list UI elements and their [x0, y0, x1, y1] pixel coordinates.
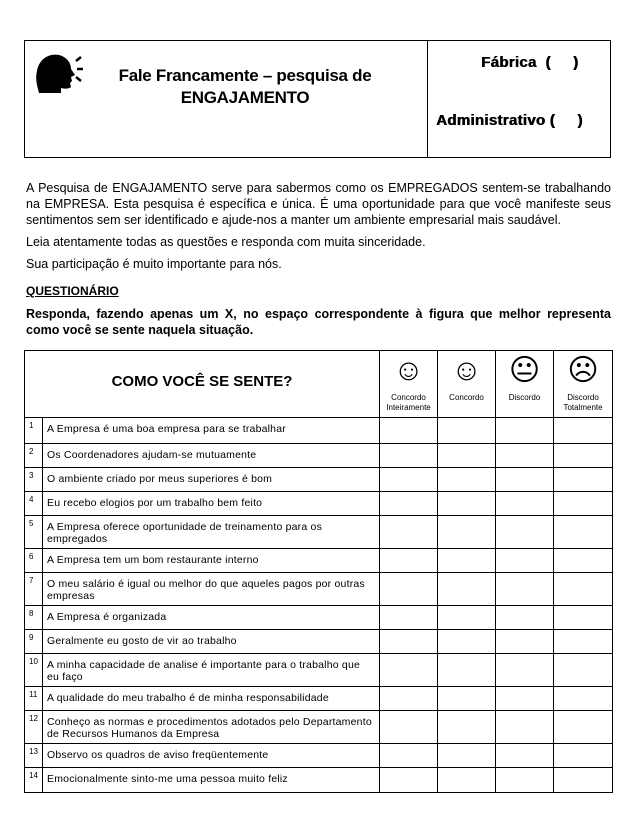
scale-label: Discordo Totalmente [563, 393, 603, 412]
table-row [25, 573, 613, 606]
answer-box-4[interactable] [554, 606, 613, 630]
answer-box-4[interactable] [554, 418, 613, 444]
row-number: 9 [25, 630, 43, 654]
answer-box-2[interactable] [438, 687, 496, 711]
answer-box-4[interactable] [554, 744, 613, 768]
answer-box-1[interactable] [380, 768, 438, 793]
scale-label: Discordo [508, 393, 541, 402]
answer-box-3[interactable] [496, 630, 554, 654]
question-text: COMO VOCÊ SE SENTE? [111, 373, 293, 390]
intro-paragraph-3: Sua participação é muito importante para nós. [26, 257, 282, 271]
table-row [25, 549, 613, 573]
answer-box-2[interactable] [438, 418, 496, 444]
answer-box-1[interactable] [380, 418, 438, 444]
answer-box-1[interactable] [380, 654, 438, 687]
title-line-1: Fale Francamente – pesquisa de [118, 66, 372, 85]
statement-text: Conheço as normas e procedimentos adotados pelo Departamento de Recursos Humanos da Empresa [43, 711, 380, 744]
scale-header-agree-fully [380, 351, 438, 418]
answer-box-3[interactable] [496, 549, 554, 573]
answer-box-3[interactable] [496, 654, 554, 687]
statement-text: A minha capacidade de analise é importante para o trabalho que eu faço [43, 654, 380, 687]
scale-label: Concordo Inteiramente [386, 393, 431, 412]
survey-table [24, 350, 613, 793]
answer-box-2[interactable] [438, 468, 496, 492]
answer-box-3[interactable] [496, 687, 554, 711]
scale-header-disagree-fully [554, 351, 613, 418]
answer-box-2[interactable] [438, 492, 496, 516]
answer-box-4[interactable] [554, 516, 613, 549]
answer-box-1[interactable] [380, 516, 438, 549]
answer-box-2[interactable] [438, 630, 496, 654]
smiling-face-icon: ☺ [451, 354, 482, 387]
table-row [25, 768, 613, 793]
answer-box-4[interactable] [554, 573, 613, 606]
scale-header-disagree [496, 351, 554, 418]
table-row [25, 630, 613, 654]
row-number: 1 [25, 418, 43, 444]
frowning-face-icon: ☹ [567, 354, 599, 387]
answer-box-4[interactable] [554, 768, 613, 793]
row-number: 7 [25, 573, 43, 606]
question-header [25, 351, 380, 418]
answer-box-3[interactable] [496, 418, 554, 444]
table-row [25, 492, 613, 516]
row-number: 13 [25, 744, 43, 768]
scale-header-agree [438, 351, 496, 418]
scale-label: Concordo [449, 393, 484, 402]
row-number: 8 [25, 606, 43, 630]
statement-text: Observo os quadros de aviso freqüentemente [43, 744, 380, 768]
statement-text: A qualidade do meu trabalho é de minha responsabilidade [43, 687, 380, 711]
answer-box-1[interactable] [380, 492, 438, 516]
table-row [25, 687, 613, 711]
answer-box-2[interactable] [438, 744, 496, 768]
table-row [25, 711, 613, 744]
statement-text: A Empresa tem um bom restaurante interno [43, 549, 380, 573]
answer-box-2[interactable] [438, 711, 496, 744]
table-row [25, 606, 613, 630]
statement-text: O meu salário é igual ou melhor do que aqueles pagos por outras empresas [43, 573, 380, 606]
answer-box-3[interactable] [496, 492, 554, 516]
intro-paragraph-2: Leia atentamente todas as questões e responda com muita sinceridade. [26, 235, 426, 249]
statement-text: Emocionalmente sinto-me uma pessoa muito feliz [43, 768, 380, 793]
row-number: 14 [25, 768, 43, 793]
statement-text: Geralmente eu gosto de vir ao trabalho [43, 630, 380, 654]
answer-box-3[interactable] [496, 573, 554, 606]
answer-box-3[interactable] [496, 744, 554, 768]
answer-box-2[interactable] [438, 549, 496, 573]
answer-box-4[interactable] [554, 711, 613, 744]
answer-box-1[interactable] [380, 573, 438, 606]
speaking-head-icon [31, 49, 83, 97]
answer-box-3[interactable] [496, 444, 554, 468]
header-box [24, 40, 611, 158]
table-row [25, 444, 613, 468]
answer-box-3[interactable] [496, 606, 554, 630]
instruction-text: Responda, fazendo apenas um X, no espaço correspondente à figura que melhor representa como você se sente naquela situação. [26, 307, 611, 337]
answer-box-1[interactable] [380, 444, 438, 468]
answer-box-3[interactable] [496, 711, 554, 744]
header-divider [427, 41, 428, 157]
answer-box-3[interactable] [496, 516, 554, 549]
answer-box-4[interactable] [554, 444, 613, 468]
statement-text: A Empresa é organizada [43, 606, 380, 630]
statement-text: A Empresa oferece oportunidade de treinamento para os empregados [43, 516, 380, 549]
answer-box-1[interactable] [380, 630, 438, 654]
statement-text: Os Coordenadores ajudam-se mutuamente [43, 444, 380, 468]
statement-text: A Empresa é uma boa empresa para se trabalhar [43, 418, 380, 444]
answer-box-1[interactable] [380, 606, 438, 630]
answer-box-2[interactable] [438, 768, 496, 793]
answer-box-2[interactable] [438, 573, 496, 606]
answer-box-1[interactable] [380, 711, 438, 744]
table-row [25, 516, 613, 549]
answer-box-4[interactable] [554, 654, 613, 687]
smiling-face-icon: ☺ [393, 354, 424, 387]
answer-box-1[interactable] [380, 549, 438, 573]
table-row [25, 468, 613, 492]
page-title [95, 65, 395, 109]
answer-box-2[interactable] [438, 444, 496, 468]
statement-text: Eu recebo elogios por um trabalho bem feito [43, 492, 380, 516]
answer-box-3[interactable] [496, 468, 554, 492]
answer-box-3[interactable] [496, 768, 554, 793]
table-header-row [25, 351, 613, 418]
table-row [25, 418, 613, 444]
answer-box-4[interactable] [554, 687, 613, 711]
admin-option[interactable]: Administrativo ( ) [436, 112, 583, 129]
row-number: 10 [25, 654, 43, 687]
answer-box-2[interactable] [438, 654, 496, 687]
answer-box-1[interactable] [380, 468, 438, 492]
answer-box-4[interactable] [554, 630, 613, 654]
row-number: 4 [25, 492, 43, 516]
answer-box-4[interactable] [554, 492, 613, 516]
row-number: 5 [25, 516, 43, 549]
answer-box-4[interactable] [554, 549, 613, 573]
neutral-face-icon: 😐 [508, 354, 541, 387]
intro-paragraph-1: A Pesquisa de ENGAJAMENTO serve para sabermos como os EMPREGADOS sentem-se trabalhando na EMPRESA. Esta pesquisa é específica e única. É uma oportunidade para que você manifeste seus sentimentos sem ser identificado e ajude-nos a manter um ambiente empresarial mais saudável. [26, 181, 611, 227]
answer-box-2[interactable] [438, 606, 496, 630]
factory-option[interactable]: Fábrica ( ) [481, 54, 579, 71]
answer-box-4[interactable] [554, 468, 613, 492]
answer-box-2[interactable] [438, 516, 496, 549]
title-line-2: ENGAJAMENTO [180, 88, 310, 107]
answer-box-1[interactable] [380, 687, 438, 711]
answer-box-1[interactable] [380, 744, 438, 768]
statement-text: O ambiente criado por meus superiores é bom [43, 468, 380, 492]
row-number: 12 [25, 711, 43, 744]
row-number: 6 [25, 549, 43, 573]
questionnaire-heading: QUESTIONÁRIO [26, 284, 119, 298]
table-row [25, 744, 613, 768]
row-number: 2 [25, 444, 43, 468]
row-number: 3 [25, 468, 43, 492]
row-number: 11 [25, 687, 43, 711]
table-row [25, 654, 613, 687]
